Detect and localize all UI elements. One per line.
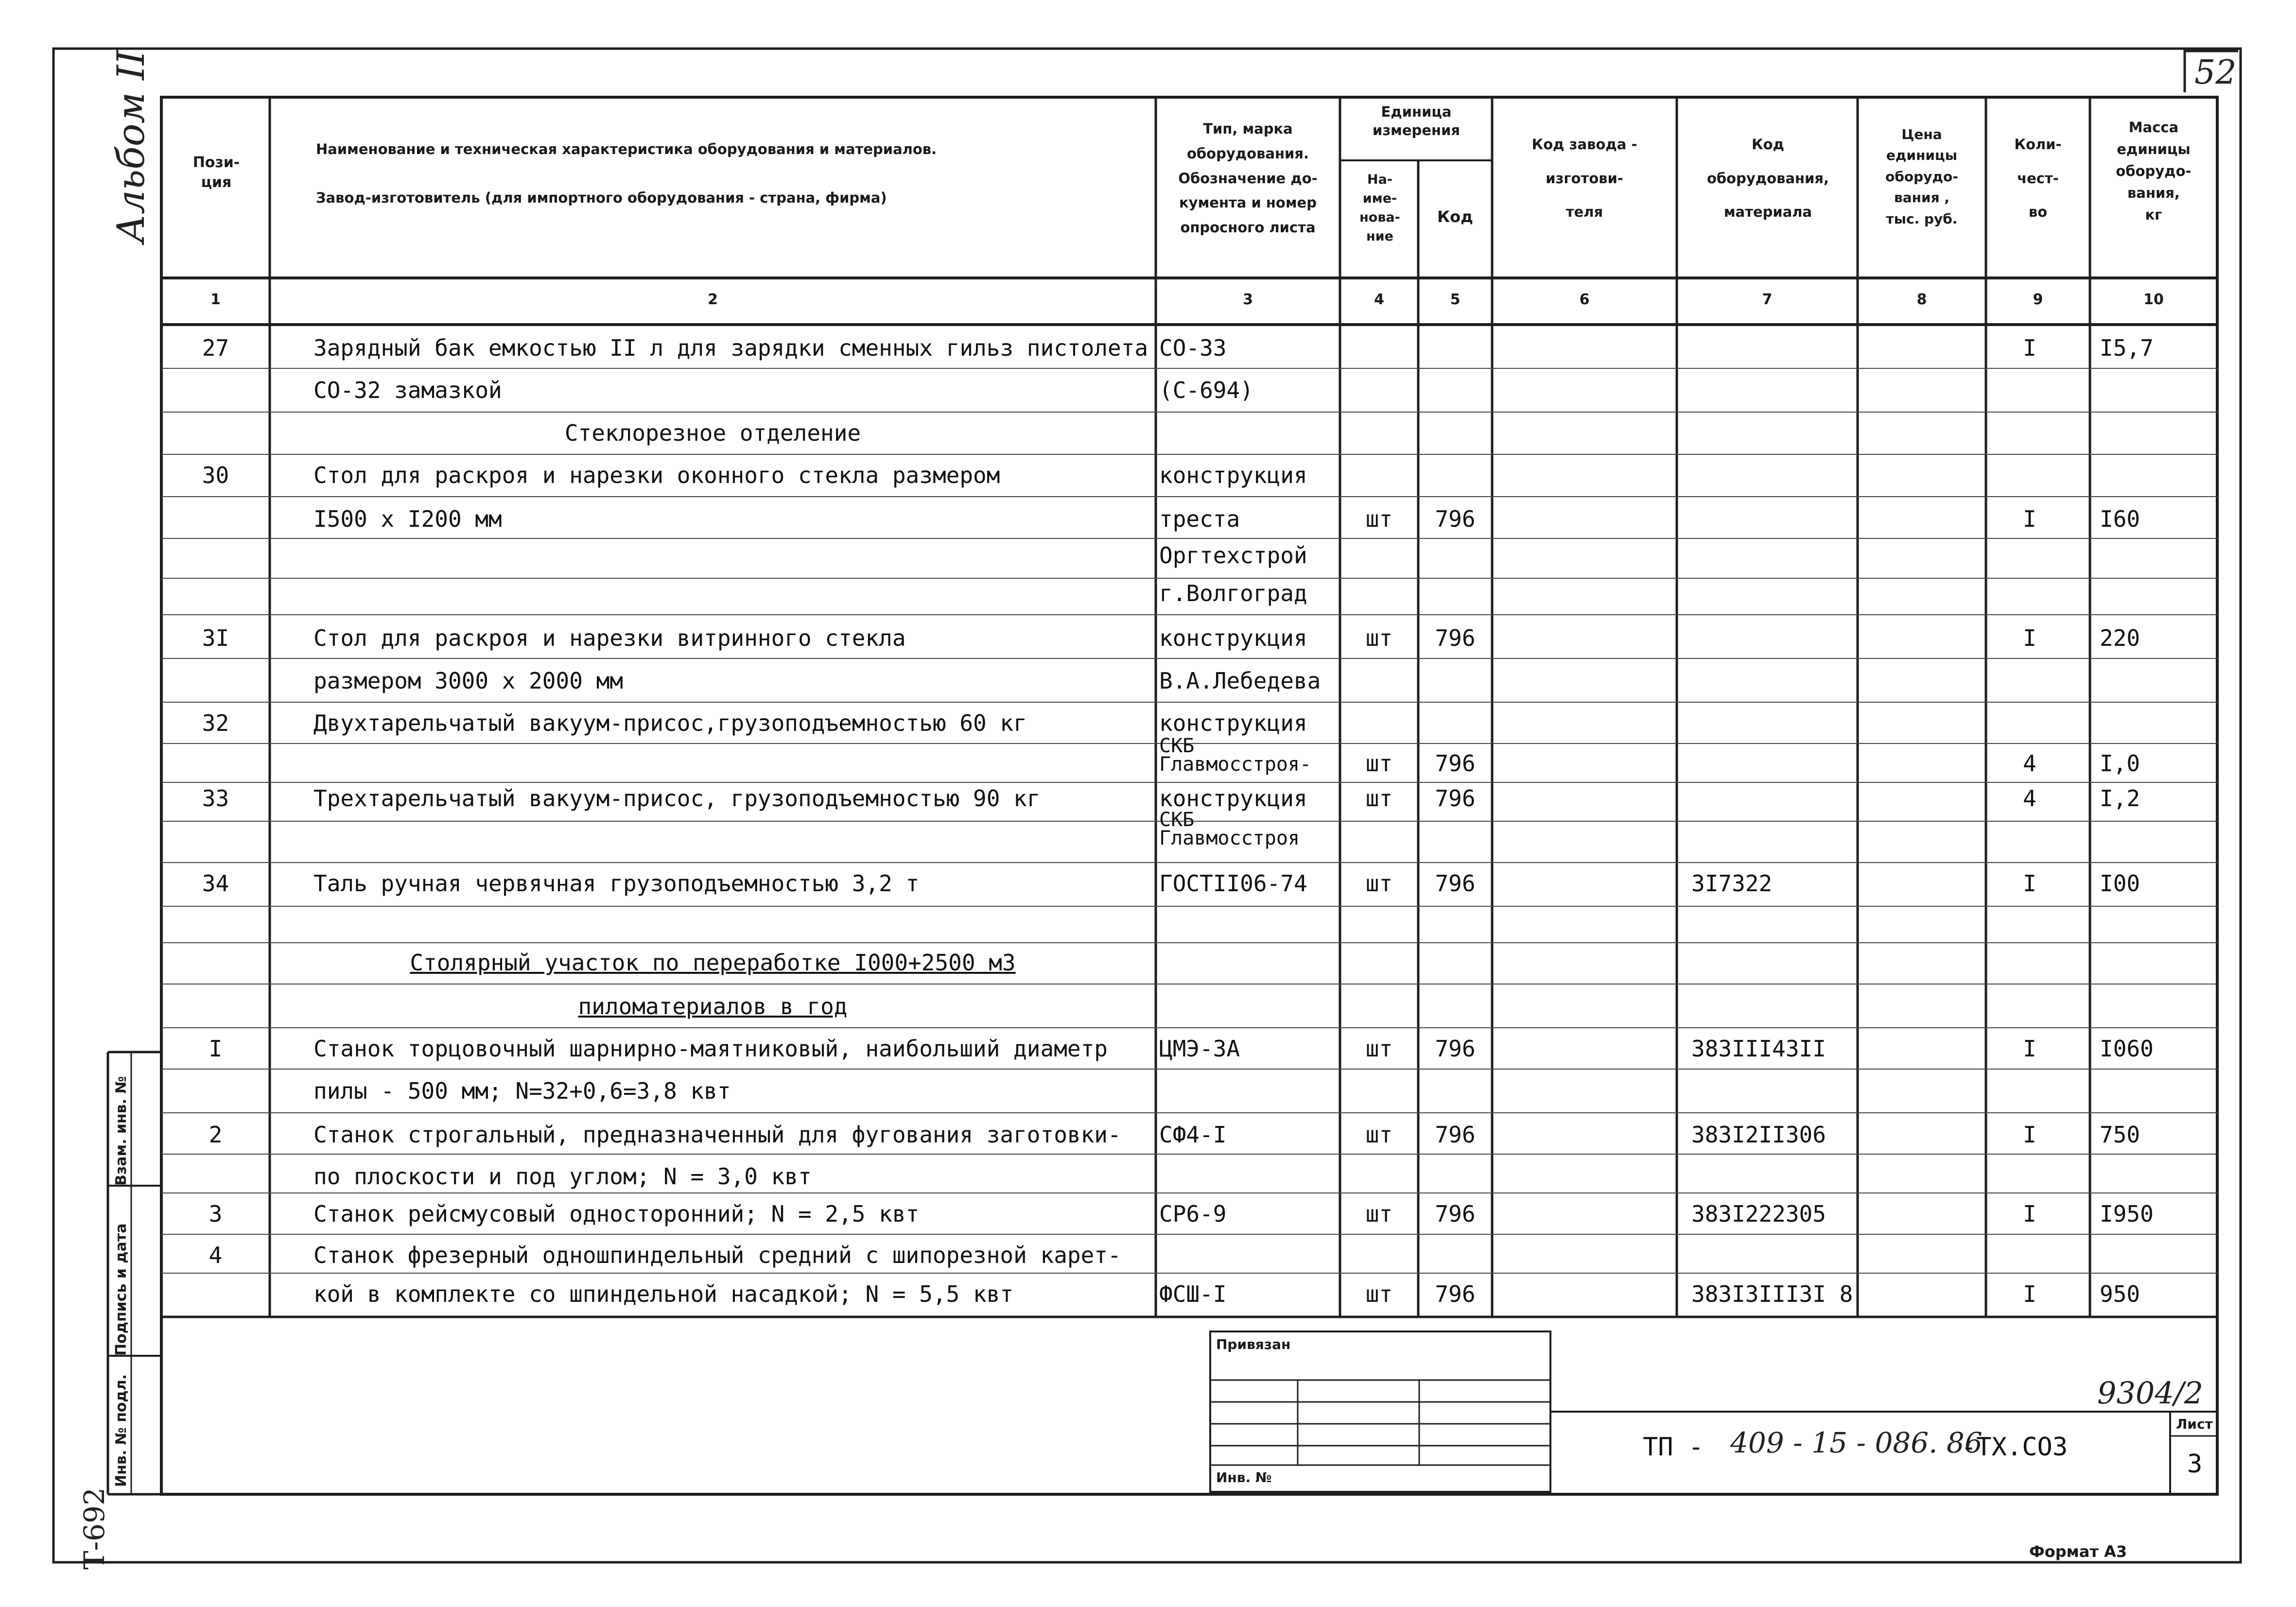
row-9-name: Двухтарельчатый вакуум-присос,грузоподъемностью 60 кг	[313, 710, 1027, 736]
doc-prefix: ТП -	[1643, 1433, 1704, 1462]
row-11-name: Трехтарельчатый вакуум-присос, грузоподъемностью 90 кг	[313, 785, 1041, 812]
sheet-number: 52	[2194, 53, 2237, 92]
row-17-code: 796	[1435, 1036, 1476, 1062]
inventory-label: Инв. №	[1216, 1469, 1272, 1486]
row-22-pos: 4	[209, 1242, 223, 1268]
col-number-2: 2	[708, 291, 718, 308]
row-3-name: Стол для раскроя и нарезки оконного стекла размером	[313, 462, 1000, 488]
project-number-handwritten: 9304/2	[2097, 1375, 2204, 1411]
row-0-name: Зарядный бак емкостью II л для зарядки сменных гильз пистолета	[313, 335, 1148, 361]
row-21-code: 796	[1435, 1201, 1476, 1227]
row-23-qty: I	[2023, 1281, 2036, 1307]
col-number-5: 5	[1450, 291, 1461, 308]
col-number-9: 9	[2033, 291, 2043, 308]
row-6-type: г.Волгоград	[1159, 580, 1307, 606]
row-19-pos: 2	[209, 1122, 223, 1148]
row-11-mass: I,2	[2100, 785, 2140, 812]
header-type: Тип, марка оборудования. Обозначение до- кумента и номер опросного листа	[1178, 121, 1318, 236]
row-4-name: I500 х I200 мм	[313, 506, 502, 532]
row-23-code: 796	[1435, 1281, 1476, 1307]
row-10-mass: I,0	[2100, 750, 2140, 777]
row-4-type: треста	[1159, 506, 1240, 532]
row-19-unit: шт	[1365, 1122, 1393, 1148]
row-11-qty: 4	[2023, 785, 2036, 812]
row-17-name: Станок торцовочный шарнирно-маятниковый, наибольший диаметр	[313, 1036, 1108, 1062]
row-8-name: размером 3000 х 2000 мм	[313, 668, 623, 694]
row-12-type: СКБ Главмосстроя	[1159, 809, 1300, 849]
row-0-pos: 27	[202, 335, 229, 361]
row-13-mass: I00	[2100, 870, 2140, 897]
format-label: Формат А3	[2029, 1542, 2127, 1561]
row-3-pos: 30	[202, 462, 229, 488]
header-equipment-code: Код оборудования, материала	[1706, 136, 1829, 221]
row-13-pos: 34	[202, 870, 229, 897]
row-21-qty: I	[2023, 1201, 2036, 1227]
row-22-name: Станок фрезерный одношпиндельный средний с шипорезной карет-	[313, 1242, 1121, 1268]
row-23-name: кой в комплекте со шпиндельной насадкой; N = 5,5 квт	[313, 1281, 1014, 1307]
row-19-code: 796	[1435, 1122, 1476, 1148]
header-unit-code: Код	[1437, 207, 1473, 226]
row-4-unit: шт	[1365, 506, 1393, 532]
col-number-7: 7	[1762, 291, 1773, 308]
row-18-name: пилы - 500 мм; N=32+0,6=3,8 квт	[313, 1078, 731, 1104]
row-2-name: Стеклорезное отделение	[564, 420, 861, 446]
row-0-type: СО-33	[1159, 335, 1227, 361]
row-17-pos: I	[209, 1036, 223, 1062]
row-19-mass: 750	[2100, 1122, 2140, 1148]
row-17-mass: I060	[2100, 1036, 2154, 1062]
col-number-8: 8	[1916, 291, 1927, 308]
privyazan-label: Привязан	[1216, 1336, 1291, 1352]
row-17-unit: шт	[1365, 1036, 1393, 1062]
row-3-type: конструкция	[1159, 462, 1307, 488]
row-7-unit: шт	[1365, 625, 1393, 651]
row-7-type: конструкция	[1159, 625, 1307, 651]
row-17-type: ЦМЭ-3А	[1159, 1036, 1240, 1062]
row-21-eq-code: 383I222305	[1691, 1201, 1826, 1227]
row-13-eq-code: 3I7322	[1691, 870, 1773, 897]
row-13-type: ГОСТII06-74	[1159, 870, 1307, 897]
col-number-10: 10	[2143, 291, 2164, 308]
row-1-type: (С-694)	[1159, 377, 1253, 403]
row-10-qty: 4	[2023, 750, 2036, 777]
row-19-eq-code: 383I2II306	[1691, 1122, 1826, 1148]
header-unit-group: Единица измерения	[1373, 104, 1460, 138]
sheet-value: 3	[2187, 1450, 2203, 1479]
row-13-qty: I	[2023, 870, 2036, 897]
row-20-name: по плоскости и под углом; N = 3,0 квт	[313, 1163, 812, 1190]
header-unit-name: На- име- нова- ние	[1359, 172, 1400, 244]
row-7-name: Стол для раскроя и нарезки витринного стекла	[313, 625, 906, 651]
row-21-mass: I950	[2100, 1201, 2154, 1227]
row-11-type: конструкция	[1159, 785, 1307, 812]
row-13-unit: шт	[1365, 870, 1393, 897]
col-number-1: 1	[210, 291, 221, 308]
row-7-pos: 3I	[202, 625, 229, 651]
row-4-code: 796	[1435, 506, 1476, 532]
row-4-qty: I	[2023, 506, 2036, 532]
row-7-code: 796	[1435, 625, 1476, 651]
row-0-mass: I5,7	[2100, 335, 2154, 361]
row-0-qty: I	[2023, 335, 2036, 361]
row-23-type: ФСШ-I	[1159, 1281, 1227, 1307]
header-price: Цена единицы оборудо- вания , тыс. руб.	[1885, 126, 1958, 227]
header-name-line2: Завод-изготовитель (для импортного оборудования - страна, фирма)	[316, 190, 887, 206]
col-number-3: 3	[1243, 291, 1253, 308]
row-1-name: СО-32 замазкой	[313, 377, 502, 403]
row-19-type: СФ4-I	[1159, 1122, 1227, 1148]
row-19-name: Станок строгальный, предназначенный для фугования заготовки-	[313, 1122, 1121, 1148]
row-7-qty: I	[2023, 625, 2036, 651]
row-23-unit: шт	[1365, 1281, 1393, 1307]
header-quantity: Коли- чест- во	[2014, 136, 2062, 221]
row-23-eq-code: 383I3III3I 8	[1691, 1281, 1853, 1307]
row-5-type: Оргтехстрой	[1159, 542, 1307, 569]
row-10-unit: шт	[1365, 750, 1393, 777]
col-number-4: 4	[1374, 291, 1384, 308]
row-13-name: Таль ручная червячная грузоподъемностью 3,2 т	[313, 870, 920, 897]
row-7-mass: 220	[2100, 625, 2140, 651]
row-11-unit: шт	[1365, 785, 1393, 812]
row-10-code: 796	[1435, 750, 1476, 777]
row-8-type: В.А.Лебедева	[1159, 668, 1321, 694]
row-23-mass: 950	[2100, 1281, 2140, 1307]
header-name-line1: Наименование и техническая характеристика оборудования и материалов.	[316, 141, 937, 157]
header-position: Пози- ция	[192, 154, 240, 191]
col-number-6: 6	[1579, 291, 1590, 308]
row-17-eq-code: 383III43II	[1691, 1036, 1826, 1062]
row-11-code: 796	[1435, 785, 1476, 812]
row-21-type: СР6-9	[1159, 1201, 1227, 1227]
row-17-qty: I	[2023, 1036, 2036, 1062]
doc-suffix: -ТХ.СО3	[1961, 1433, 2068, 1462]
row-9-pos: 32	[202, 710, 229, 736]
sheet-label: Лист	[2176, 1416, 2213, 1432]
row-13-code: 796	[1435, 870, 1476, 897]
row-21-pos: 3	[209, 1201, 223, 1227]
row-9-type: конструкция	[1159, 710, 1307, 736]
row-4-mass: I60	[2100, 506, 2140, 532]
header-maker-code: Код завода - изготови- теля	[1531, 136, 1637, 221]
row-21-unit: шт	[1365, 1201, 1393, 1227]
row-15-name: Столярный участок по переработке I000+2500 м3	[410, 950, 1016, 976]
row-11-pos: 33	[202, 785, 229, 812]
header-mass: Масса единицы оборудо- вания, кг	[2116, 119, 2192, 223]
row-19-qty: I	[2023, 1122, 2036, 1148]
row-10-type: СКБ Главмосстроя-	[1159, 735, 1312, 776]
doc-number-handwritten: 409 - 15 - 086. 86	[1730, 1426, 1983, 1459]
row-16-name: пиломатериалов в год	[578, 993, 848, 1019]
row-21-name: Станок рейсмусовый односторонний; N = 2,5 квт	[313, 1201, 920, 1227]
